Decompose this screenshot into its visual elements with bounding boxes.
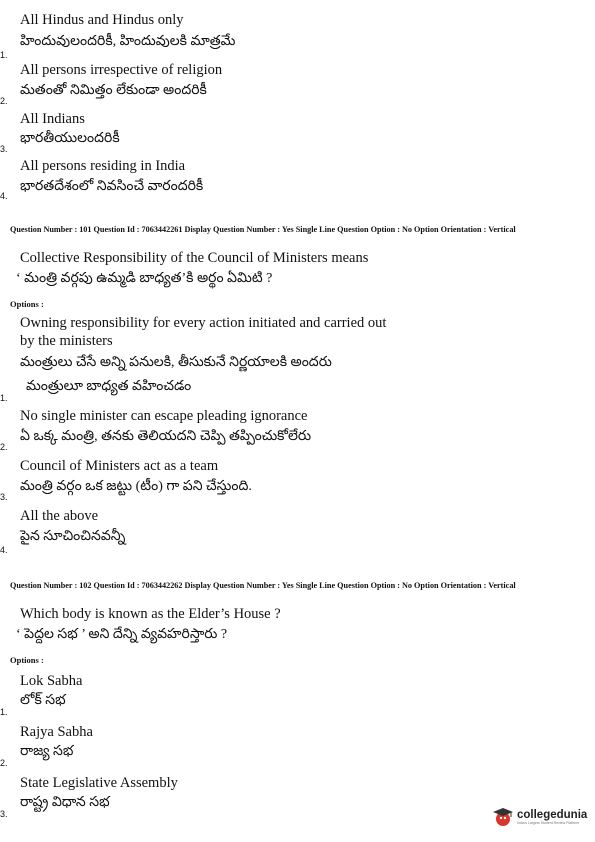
option-number: 1. [0, 393, 8, 403]
option-text-en: Owning responsibility for every action initiated and carried out [20, 315, 387, 331]
option-number: 4. [0, 545, 8, 555]
option-text-te: లోక్ సభ [20, 693, 66, 708]
question-meta: Question Number : 101 Question Id : 7063442261 Display Question Number : Yes Single Line Question Option : No Option Orientation : Vertical [10, 225, 516, 234]
option-text-en: All Indians [20, 111, 85, 127]
question-text-en: Which body is known as the Elder’s House ? [20, 606, 281, 622]
option-text-en: State Legislative Assembly [20, 775, 178, 791]
graduation-cap-icon [492, 806, 514, 828]
option-text-en: Council of Ministers act as a team [20, 458, 219, 474]
option-text-en: All persons residing in India [20, 158, 186, 174]
option-text-te-cont: మంత్రులూ బాధ్యత వహించడం [26, 379, 192, 394]
option-text-te: హిందువులందరికీ, హిందువులకి మాత్రమే [20, 34, 236, 49]
option-text-te: భారతదేశంలో నివసించే వారందరికీ [20, 179, 204, 194]
question-text-te: ‘ మంత్రి వర్గపు ఉమ్మడి బాధ్యత’కి అర్థం ఏమిటి ? [16, 271, 273, 286]
option-text-te: మతంతో నిమిత్తం లేకుండా అందరికీ [20, 83, 207, 98]
option-text-en: No single minister can escape pleading ignorance [20, 408, 308, 424]
option-number: 4. [0, 191, 8, 201]
option-number: 3. [0, 809, 8, 819]
question-text-te: ‘ పెద్దల సభ ’ అని దేన్ని వ్యవహరిస్తారు ? [16, 627, 228, 642]
option-text-en: Rajya Sabha [20, 724, 93, 740]
option-text-te: భారతీయులందరికీ [20, 131, 120, 146]
option-text-te: ఏ ఒక్క మంత్రి, తనకు తెలియదని చెప్పి తప్పించుకోలేరు [20, 429, 312, 444]
option-number: 2. [0, 758, 8, 768]
option-text-en: All Hindus and Hindus only [20, 12, 184, 28]
option-text-te: మంత్రి వర్గం ఒక జట్టు (టీం) గా పని చేస్తుంది. [20, 479, 252, 494]
option-number: 1. [0, 50, 8, 60]
option-text-te: రాజ్య సభ [20, 744, 74, 759]
option-text-en: Lok Sabha [20, 673, 83, 689]
option-text-en: All the above [20, 508, 99, 524]
options-label: Options : [10, 655, 44, 665]
option-text-te: మంత్రులు చేసే అన్ని పనులకి, తీసుకునే నిర్ణయాలకి అందరు [20, 355, 332, 370]
collegedunia-logo [492, 806, 587, 828]
option-text-te: పైన సూచించినవన్నీ [20, 529, 126, 544]
option-text-en-cont: by the ministers [20, 333, 113, 349]
logo-tagline: India's Largest Student Review Platform [517, 821, 580, 825]
option-number: 3. [0, 492, 8, 502]
question-text-en: Collective Responsibility of the Council of Ministers means [20, 250, 369, 266]
option-number: 2. [0, 442, 8, 452]
option-number: 3. [0, 144, 8, 154]
option-number: 2. [0, 96, 8, 106]
logo-name: collegedunia [517, 809, 588, 821]
question-meta: Question Number : 102 Question Id : 7063442262 Display Question Number : Yes Single Line Question Option : No Option Orientation : Vertical [10, 581, 516, 590]
options-label: Options : [10, 299, 44, 309]
option-text-en: All persons irrespective of religion [20, 62, 223, 78]
option-number: 1. [0, 707, 8, 717]
option-text-te: రాష్ట్ర విధాన సభ [20, 795, 110, 810]
